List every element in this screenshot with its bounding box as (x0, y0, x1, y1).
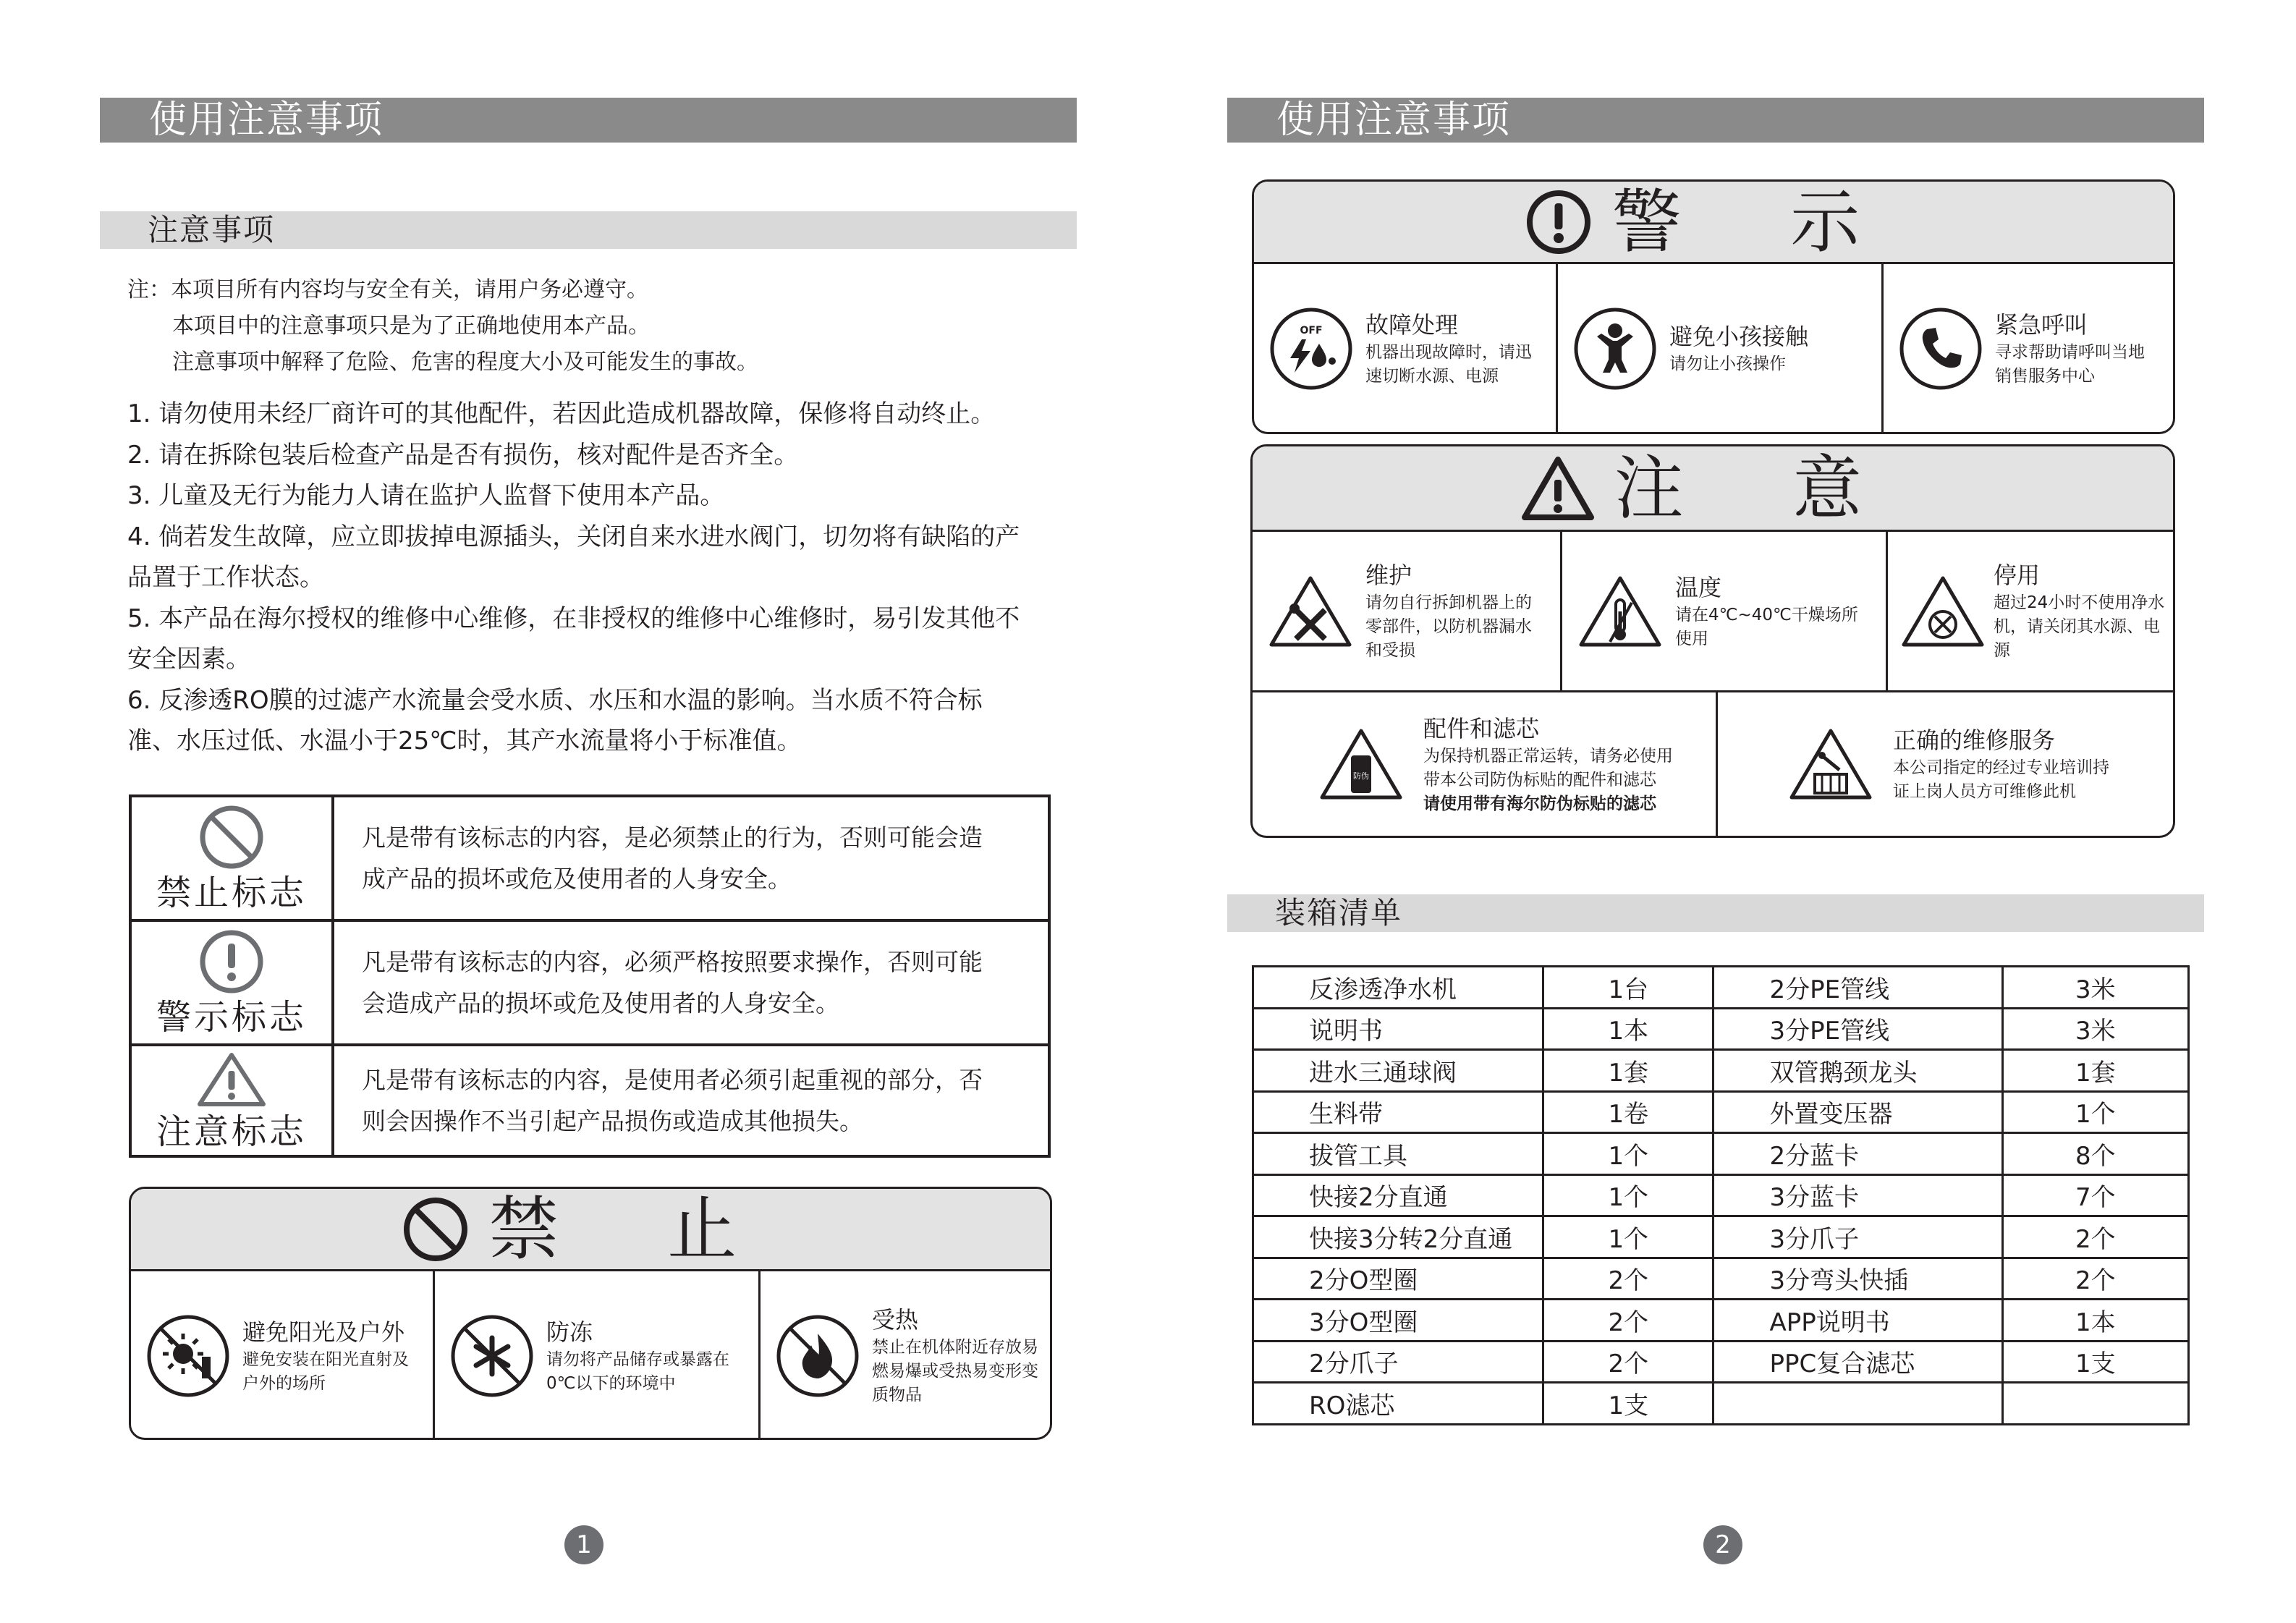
warning-icon (197, 929, 266, 994)
item-desc: 超过24小时不使用净水 (1994, 593, 2165, 612)
item-name-cell: 外置变压器 (1713, 1091, 2002, 1133)
item-title: 配件和滤芯 (1423, 714, 1540, 742)
rule-line: 准、水压过低、水温小于25℃时，其产水流量将小于标准值。 (127, 726, 802, 755)
item-desc: 零部件，以防机器漏水 (1365, 617, 1532, 636)
item-name-cell: 3分爪子 (1713, 1216, 2002, 1258)
prohibit-panel (129, 1187, 1052, 1440)
rule-line: 品置于工作状态。 (127, 563, 324, 592)
item-name-cell: 双管鹅颈龙头 (1713, 1050, 2002, 1092)
caution-item-service (1718, 692, 2173, 836)
item-title: 正确的维修服务 (1893, 726, 2056, 754)
item-name-cell: 拔管工具 (1253, 1133, 1543, 1175)
item-desc: 请勿自行拆卸机器上的 (1365, 593, 1532, 612)
item-name-cell: RO滤芯 (1253, 1383, 1543, 1425)
prohibit-item-heat (761, 1271, 1050, 1440)
filter-icon (1318, 726, 1405, 802)
item-title: 温度 (1675, 573, 1722, 601)
prohibit-item-freeze (435, 1271, 761, 1440)
rule-line: 4. 倘若发生故障，应立即拔掉电源插头，关闭自来水进水阀门，切勿将有缺陷的产 (127, 522, 1020, 551)
item-desc: 请勿将产品储存或暴露在 (546, 1349, 729, 1369)
item-qty-cell: 1个 (1543, 1133, 1713, 1175)
item-title: 故障处理 (1365, 310, 1459, 339)
item-qty-cell: 1本 (2002, 1300, 2188, 1342)
power-off-icon (1268, 306, 1354, 391)
symbol-desc: 凡是带有该标志的内容，必须严格按照要求操作，否则可能 (362, 948, 983, 976)
warning-items (1254, 264, 2173, 433)
item-name-cell: 生料带 (1253, 1091, 1543, 1133)
prohibit-panel-header (131, 1189, 1050, 1271)
symbol-label: 注意标志 (156, 1111, 307, 1152)
item-name-cell (1713, 1383, 2002, 1425)
no-freeze-icon (449, 1313, 535, 1399)
warning-item-child (1558, 264, 1884, 433)
svg-text:OFF: OFF (1300, 324, 1323, 336)
service-icon (1787, 726, 1874, 802)
section-title-packing: 装箱清单 (1227, 894, 2204, 932)
item-qty-cell: 3米 (2002, 1008, 2188, 1050)
thermometer-icon (1577, 574, 1664, 649)
item-title: 避免阳光及户外 (242, 1318, 405, 1346)
item-name-cell: 进水三通球阀 (1253, 1050, 1543, 1092)
note-line: 注意事项中解释了危险、危害的程度大小及可能发生的事故。 (172, 349, 758, 375)
prohibit-item-sun (131, 1271, 435, 1440)
symbol-desc: 凡是带有该标志的内容，是必须禁止的行为，否则可能会造 (362, 823, 983, 852)
caution-item-filters (1253, 692, 1718, 836)
warning-panel-header (1254, 182, 2173, 264)
item-qty-cell: 1个 (1543, 1216, 1713, 1258)
symbol-row (130, 796, 1049, 920)
item-title: 避免小孩接触 (1669, 323, 1809, 350)
prohibition-icon (401, 1195, 470, 1264)
item-desc: 0℃以下的环境中 (546, 1373, 676, 1393)
item-qty-cell: 1个 (1543, 1174, 1713, 1216)
item-title: 防冻 (546, 1318, 593, 1346)
symbol-row (130, 1045, 1049, 1156)
svg-text:防伪: 防伪 (1353, 771, 1369, 781)
warning-item-emergency (1884, 264, 2173, 433)
child-icon (1572, 306, 1658, 391)
rules-list (127, 394, 1020, 762)
item-name-cell: 3分蓝卡 (1713, 1174, 2002, 1216)
table-row (1253, 1341, 2189, 1383)
item-desc: 请在4℃~40℃干燥场所 (1675, 605, 1858, 624)
item-name-cell: APP说明书 (1713, 1300, 2002, 1342)
item-desc: 禁止在机体附近存放易 (872, 1338, 1038, 1357)
caution-row-2 (1253, 692, 2173, 836)
item-name-cell: 2分爪子 (1253, 1341, 1543, 1383)
caution-item-maintenance (1253, 532, 1562, 690)
caution-item-temperature (1562, 532, 1888, 690)
item-qty-cell: 1支 (1543, 1383, 1713, 1425)
table-row (1253, 1174, 2189, 1216)
symbol-label: 禁止标志 (156, 873, 307, 913)
page-title: 使用注意事项 (100, 98, 1077, 143)
prohibit-heading: 禁 止 (488, 1188, 781, 1270)
rule-line: 3. 儿童及无行为能力人请在监护人监督下使用本产品。 (127, 481, 725, 510)
item-name-cell: 2分O型圈 (1253, 1258, 1543, 1300)
item-qty-cell: 3米 (2002, 967, 2188, 1009)
item-desc: 销售服务中心 (1995, 366, 2095, 386)
item-title: 紧急呼叫 (1995, 310, 2088, 339)
item-name-cell: 反渗透净水机 (1253, 967, 1543, 1009)
item-qty-cell: 2个 (1543, 1341, 1713, 1383)
item-desc: 避免安装在阳光直射及 (242, 1349, 409, 1369)
warning-icon (1524, 187, 1593, 257)
table-row (1253, 967, 2189, 1009)
caution-item-disuse (1888, 532, 2173, 690)
item-desc: 本公司指定的经过专业培训持 (1893, 758, 2109, 777)
item-qty-cell: 1套 (2002, 1050, 2188, 1092)
item-name-cell: 快接3分转2分直通 (1253, 1216, 1543, 1258)
no-fire-icon (775, 1313, 860, 1399)
item-desc: 户外的场所 (242, 1373, 326, 1393)
item-desc: 燃易爆或受热易变形变 (872, 1362, 1038, 1381)
warning-item-fault (1254, 264, 1558, 433)
tools-icon (1267, 574, 1354, 649)
note-line: 本项目中的注意事项只是为了正确地使用本产品。 (172, 313, 650, 339)
item-qty-cell: 1套 (1543, 1050, 1713, 1092)
item-qty-cell: 1卷 (1543, 1091, 1713, 1133)
table-row (1253, 1300, 2189, 1342)
item-name-cell: 2分PE管线 (1713, 967, 2002, 1009)
item-qty-cell: 8个 (2002, 1133, 2188, 1175)
warning-panel (1252, 179, 2175, 434)
item-name-cell: PPC复合滤芯 (1713, 1341, 2002, 1383)
valve-icon (1899, 574, 1986, 649)
symbol-desc: 成产品的损坏或危及使用者的人身安全。 (362, 865, 792, 893)
item-desc: 质物品 (872, 1386, 922, 1404)
symbol-desc: 则会因操作不当引起产品损伤或造成其他损失。 (362, 1107, 863, 1135)
caution-icon (195, 1051, 268, 1109)
item-qty-cell: 2个 (2002, 1258, 2188, 1300)
phone-icon (1898, 306, 1983, 391)
item-desc-bold: 请使用带有海尔防伪标贴的滤芯 (1423, 794, 1656, 813)
notes-block (127, 272, 758, 381)
table-row (1253, 1216, 2189, 1258)
item-name-cell: 2分蓝卡 (1713, 1133, 2002, 1175)
item-desc: 使用 (1675, 629, 1708, 648)
prohibition-icon (197, 805, 266, 870)
item-title: 维护 (1365, 562, 1412, 589)
item-title: 停用 (1994, 562, 2041, 589)
item-desc: 速切断水源、电源 (1365, 366, 1499, 386)
item-qty-cell: 1台 (1543, 967, 1713, 1009)
item-desc: 带本公司防伪标贴的配件和滤芯 (1423, 770, 1656, 789)
symbol-row (130, 920, 1049, 1045)
item-qty-cell: 1个 (2002, 1091, 2188, 1133)
page-right (1148, 0, 2296, 1623)
item-desc: 证上岗人员方可维修此机 (1893, 782, 2076, 801)
section-title-notes: 注意事项 (100, 211, 1077, 249)
item-qty-cell: 2个 (2002, 1216, 2188, 1258)
item-desc: 为保持机器正常运转，请务必使用 (1423, 746, 1673, 766)
caution-icon (1520, 455, 1596, 522)
item-name-cell: 3分PE管线 (1713, 1008, 2002, 1050)
warning-heading: 警 示 (1611, 181, 1904, 263)
rule-line: 5. 本产品在海尔授权的维修中心维修，在非授权的维修中心维修时，易引发其他不 (127, 603, 1020, 633)
note-line: 注：本项目所有内容均与安全有关，请用户务必遵守。 (127, 277, 648, 302)
no-sunlight-icon (145, 1313, 231, 1399)
packing-list-body (1253, 967, 2189, 1425)
caution-heading: 注 意 (1614, 447, 1906, 529)
page-title: 使用注意事项 (1227, 98, 2204, 143)
caution-row-1 (1253, 532, 2173, 692)
item-name-cell: 3分弯头快插 (1713, 1258, 2002, 1300)
table-row (1253, 1383, 2189, 1425)
item-title: 受热 (872, 1306, 919, 1334)
rule-line: 安全因素。 (127, 645, 250, 674)
table-row (1253, 1091, 2189, 1133)
symbol-desc: 凡是带有该标志的内容，是使用者必须引起重视的部分，否 (362, 1066, 983, 1094)
item-desc: 机器出现故障时，请迅 (1365, 342, 1532, 362)
item-desc: 寻求帮助请呼叫当地 (1995, 342, 2145, 362)
item-desc: 源 (1994, 641, 2010, 660)
rule-line: 6. 反渗透RO膜的过滤产水流量会受水质、水压和水温的影响。当水质不符合标 (127, 685, 983, 715)
item-name-cell: 说明书 (1253, 1008, 1543, 1050)
item-qty-cell: 2个 (1543, 1258, 1713, 1300)
table-row (1253, 1008, 2189, 1050)
item-name-cell: 快接2分直通 (1253, 1174, 1543, 1216)
item-qty-cell (2002, 1383, 2188, 1425)
item-qty-cell: 7个 (2002, 1174, 2188, 1216)
item-desc: 请勿让小孩操作 (1669, 355, 1786, 373)
item-qty-cell: 1支 (2002, 1341, 2188, 1383)
item-name-cell: 3分O型圈 (1253, 1300, 1543, 1342)
packing-list-table (1252, 965, 2190, 1425)
caution-panel (1250, 444, 2175, 838)
symbol-desc: 会造成产品的损坏或危及使用者的人身安全。 (362, 989, 839, 1017)
table-row (1253, 1258, 2189, 1300)
item-qty-cell: 2个 (1543, 1300, 1713, 1342)
page-number: 1 (564, 1525, 603, 1564)
prohibit-items (131, 1271, 1050, 1440)
symbol-legend-table (129, 794, 1051, 1158)
caution-panel-header (1253, 446, 2173, 532)
item-qty-cell: 1本 (1543, 1008, 1713, 1050)
item-desc: 机，请关闭其水源、电 (1994, 617, 2160, 636)
rule-line: 1. 请勿使用未经厂商许可的其他配件，若因此造成机器故障，保修将自动终止。 (127, 399, 996, 428)
item-desc: 和受损 (1365, 641, 1415, 660)
table-row (1253, 1050, 2189, 1092)
symbol-label: 警示标志 (156, 997, 307, 1038)
page-number: 2 (1703, 1525, 1742, 1564)
table-row (1253, 1133, 2189, 1175)
rule-line: 2. 请在拆除包装后检查产品是否有损伤，核对配件是否齐全。 (127, 440, 799, 470)
